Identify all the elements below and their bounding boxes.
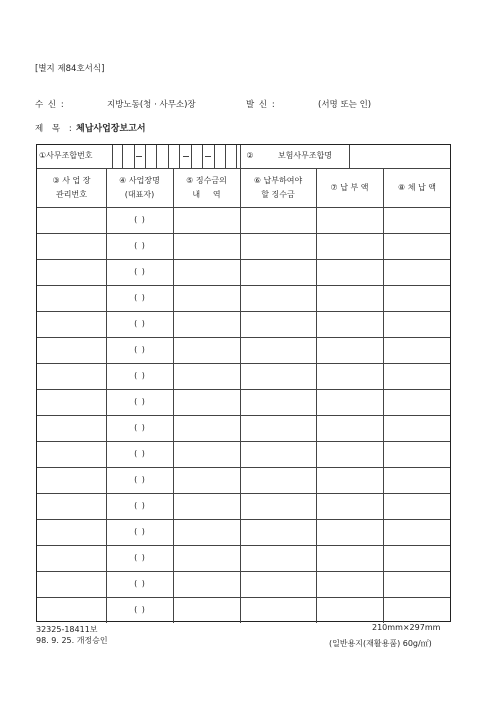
sender-label: 발 신 :: [246, 100, 276, 110]
column-divider: [173, 168, 174, 623]
column-divider: [383, 168, 384, 623]
number-box-divider: [112, 145, 113, 168]
header-row-border: [37, 168, 450, 169]
number-box-divider: [236, 145, 237, 168]
representative-placeholder: ( ): [134, 423, 146, 432]
col-business-name: ④ 사업장명 (대표자): [119, 176, 160, 199]
row-border: [37, 545, 450, 546]
row-border: [37, 519, 450, 520]
representative-placeholder: ( ): [134, 397, 146, 406]
row-border: [37, 597, 450, 598]
representative-placeholder: ( ): [134, 527, 146, 536]
representative-placeholder: ( ): [134, 605, 146, 614]
column-divider: [316, 168, 317, 623]
row-border: [37, 571, 450, 572]
number-box-divider: [214, 145, 215, 168]
delinquent-business-table: [36, 144, 451, 622]
form-number-label: [별지 제84호서식]: [35, 64, 105, 74]
number-box-divider: [168, 145, 169, 168]
row-border: [37, 233, 450, 234]
representative-placeholder: ( ): [134, 345, 146, 354]
col-delinquent-amount: ⑧ 체 납 액: [398, 183, 436, 192]
representative-placeholder: ( ): [134, 501, 146, 510]
row-border: [37, 441, 450, 442]
form-code: 32325-18411보: [36, 625, 98, 634]
number-box-divider: [145, 145, 146, 168]
number-hyphen: [205, 156, 211, 157]
row-border: [37, 259, 450, 260]
paper-type: (일반용지(재활용품) 60g/㎡): [329, 639, 432, 648]
row-border: [37, 415, 450, 416]
row-border: [37, 493, 450, 494]
representative-placeholder: ( ): [134, 475, 146, 484]
header-divider: [349, 145, 350, 168]
recipient-label: 수 신 :: [35, 100, 65, 110]
number-box-divider: [134, 145, 135, 168]
paper-size: 210mm×297mm: [372, 623, 441, 632]
row-border: [37, 337, 450, 338]
representative-placeholder: ( ): [134, 215, 146, 224]
number-box-divider: [202, 145, 203, 168]
subject-label: 제 목 :: [35, 124, 75, 134]
col-collection-details: ⑤ 징수금의 내 역: [186, 176, 227, 199]
representative-placeholder: ( ): [134, 371, 146, 380]
row-border: [37, 285, 450, 286]
number-hyphen: [136, 156, 142, 157]
row-border: [37, 363, 450, 364]
col-amount-due: ⑥ 납부하여야 할 징수금: [253, 176, 303, 199]
document-title: 체납사업장보고서: [76, 124, 146, 134]
representative-placeholder: ( ): [134, 293, 146, 302]
representative-placeholder: ( ): [134, 319, 146, 328]
approval-date: 98. 9. 25. 개정승인: [36, 636, 108, 645]
association-name-label: 보험사무조합명: [277, 151, 333, 160]
row-border: [37, 467, 450, 468]
representative-placeholder: ( ): [134, 267, 146, 276]
association-name-marker: ②: [246, 151, 254, 160]
representative-placeholder: ( ): [134, 579, 146, 588]
representative-placeholder: ( ): [134, 241, 146, 250]
column-divider: [240, 168, 241, 623]
row-border: [37, 311, 450, 312]
column-header-bottom-border: [37, 207, 450, 208]
number-box-divider: [122, 145, 123, 168]
representative-placeholder: ( ): [134, 553, 146, 562]
representative-placeholder: ( ): [134, 449, 146, 458]
col-paid-amount: ⑦ 납 부 액: [330, 183, 369, 192]
row-border: [37, 389, 450, 390]
col-management-number: ③ 사 업 장 관리번호: [52, 176, 91, 199]
number-hyphen: [183, 156, 189, 157]
number-box-divider: [225, 145, 226, 168]
number-box-divider: [179, 145, 180, 168]
recipient-value: 지방노동(청 · 사무소)장: [107, 100, 196, 110]
association-number-label: ①사무조합번호: [39, 151, 93, 160]
number-box-divider: [156, 145, 157, 168]
number-box-divider: [191, 145, 192, 168]
sender-signature: (서명 또는 인): [318, 100, 372, 110]
